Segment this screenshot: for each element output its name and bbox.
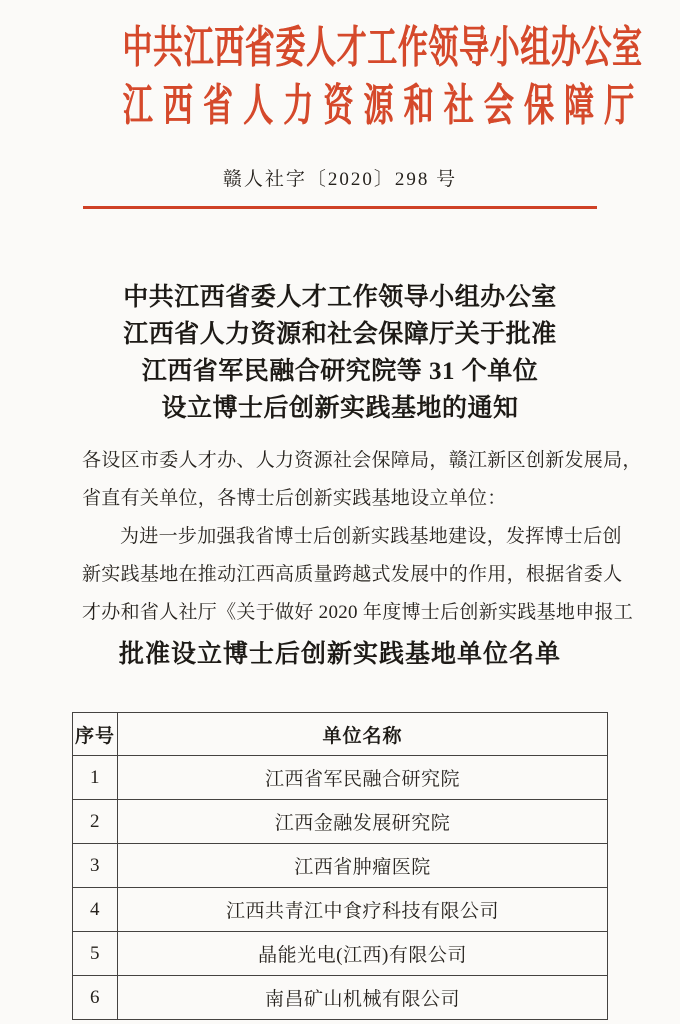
row-index: 3 (73, 844, 118, 888)
unit-name: 江西共青江中食疗科技有限公司 (118, 888, 608, 932)
table-row (73, 756, 608, 800)
letterhead-org-name-1: 中共江西省委人才工作领导小组办公室 (122, 23, 643, 72)
notice-title (0, 279, 680, 427)
unit-name: 晶能光电(江西)有限公司 (118, 932, 608, 976)
column-header-unit-name: 单位名称 (118, 713, 608, 756)
unit-name: 江西省肿瘤医院 (118, 844, 608, 888)
table-row (73, 844, 608, 888)
row-index: 4 (73, 888, 118, 932)
approved-units-table (72, 712, 608, 1020)
letterhead-org-line-1 (0, 22, 680, 74)
table-row (73, 932, 608, 976)
notice-title-line: 江西省人力资源和社会保障厅关于批准 (123, 321, 557, 348)
notice-title-line: 江西省军民融合研究院等 31 个单位 (141, 358, 539, 385)
row-index: 1 (73, 756, 118, 800)
unit-name: 江西金融发展研究院 (118, 800, 608, 844)
letterhead-org-name-2: 江西省人力资源和社会保障厅 (122, 81, 645, 130)
paragraph-line: 为进一步加强我省博士后创新实践基地建设，发挥博士后创 (120, 526, 622, 547)
unit-name: 南昌矿山机械有限公司 (118, 976, 608, 1020)
table-row (73, 888, 608, 932)
letterhead-separator-rule (83, 206, 597, 209)
paragraph-line: 新实践基地在推动江西高质量跨越式发展中的作用，根据省委人 (82, 564, 623, 585)
letterhead-org-line-2 (0, 80, 680, 132)
table-header-row (73, 713, 608, 756)
notice-title-line: 设立博士后创新实践基地的通知 (161, 395, 519, 422)
row-index: 5 (73, 932, 118, 976)
approved-units-list-heading: 批准设立博士后创新实践基地单位名单 (118, 641, 561, 668)
notice-title-line: 中共江西省委人才工作领导小组办公室 (123, 284, 557, 311)
notice-body (82, 442, 642, 632)
paragraph-line: 才办和省人社厅《关于做好 2020 年度博士后创新实践基地申报工 (82, 602, 634, 623)
row-index: 2 (73, 800, 118, 844)
unit-name: 江西省军民融合研究院 (118, 756, 608, 800)
column-header-index: 序号 (73, 713, 118, 756)
row-index: 6 (73, 976, 118, 1020)
table-row (73, 976, 608, 1020)
table-row (73, 800, 608, 844)
salutation-line: 省直有关单位，各博士后创新实践基地设立单位： (82, 488, 507, 509)
document-number: 赣人社字〔2020〕298 号 (222, 169, 458, 190)
salutation-line: 各设区市委人才办、人力资源社会保障局，赣江新区创新发展局， (82, 450, 642, 471)
